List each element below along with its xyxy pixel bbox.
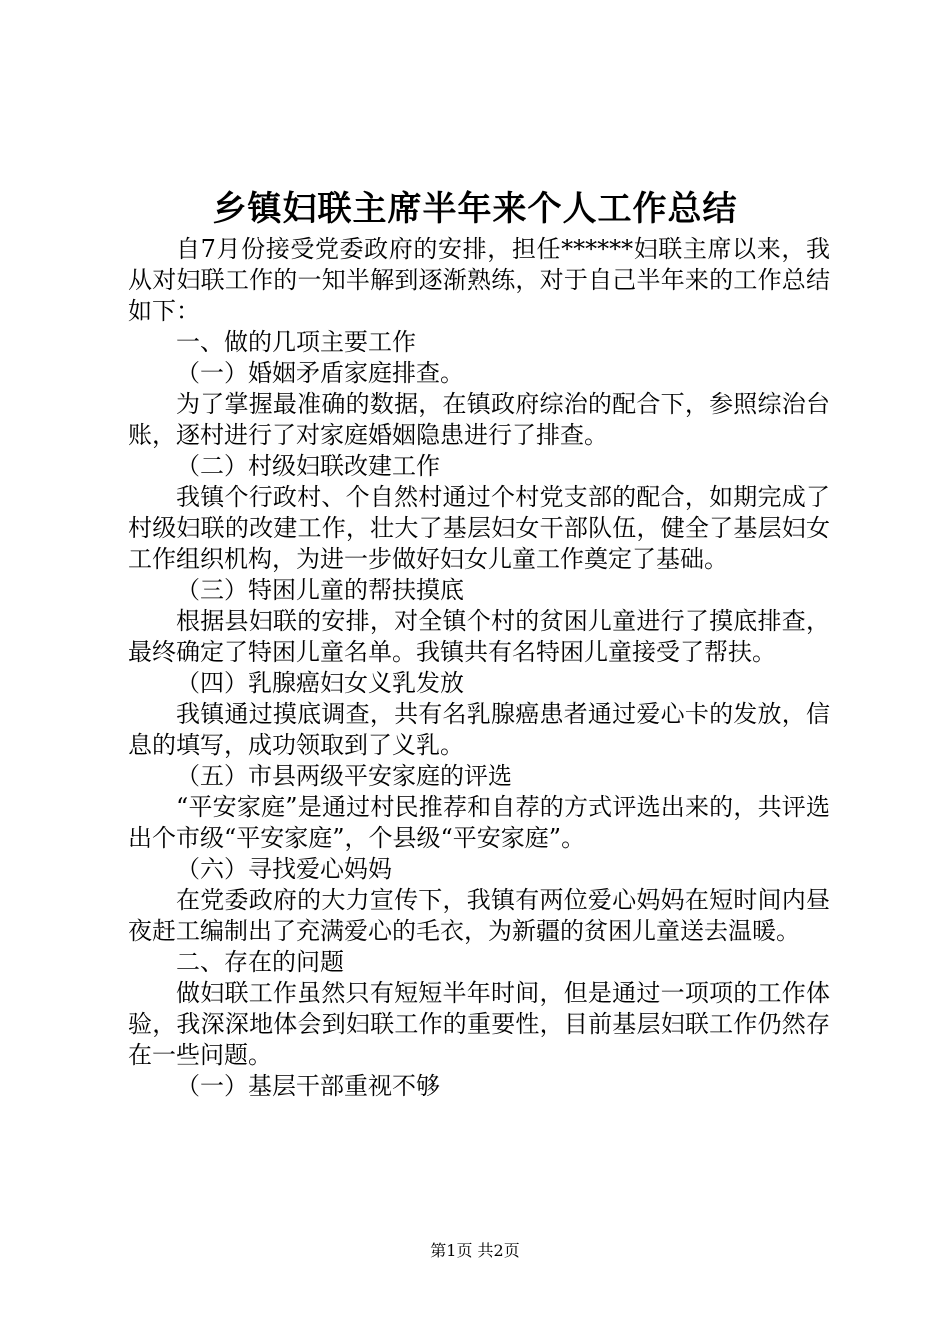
paragraph-children-aid: 根据县妇联的安排，对全镇个村的贫困儿童进行了摸底排查，最终确定了特困儿童名单。我镇共有名特困儿童接受了帮扶。 [128, 607, 830, 666]
subheading-prosthesis: （四）乳腺癌妇女义乳发放 [176, 669, 464, 697]
paragraph-intro: 自7月份接受党委政府的安排，担任******妇联主席以来，我从对妇联工作的一知半解到逐渐熟练，对于自己半年来的工作总结如下： [128, 235, 830, 325]
paragraph-caring-mothers: 在党委政府的大力宣传下，我镇有两位爱心妈妈在短时间内昼夜赶工编制出了充满爱心的毛衣，为新疆的贫困儿童送去温暖。 [128, 886, 830, 945]
subheading-caring-mothers: （六）寻找爱心妈妈 [176, 855, 392, 883]
page-footer: 第1页 共2页 [430, 1241, 520, 1260]
subheading-safe-family: （五）市县两级平安家庭的评选 [176, 762, 512, 790]
subheading-village-rebuild: （二）村级妇联改建工作 [176, 452, 440, 480]
document-body [128, 234, 830, 1102]
paragraph-village-rebuild: 我镇个行政村、个自然村通过个村党支部的配合，如期完成了村级妇联的改建工作，壮大了基层妇女干部队伍，健全了基层妇女工作组织机构，为进一步做好妇女儿童工作奠定了基础。 [128, 483, 830, 573]
section-heading-main-work: 一、做的几项主要工作 [176, 328, 416, 356]
subheading-cadre-attention: （一）基层干部重视不够 [176, 1072, 440, 1100]
paragraph-marriage-check: 为了掌握最准确的数据，在镇政府综治的配合下，参照综治台账，逐村进行了对家庭婚姻隐患进行了排查。 [128, 390, 830, 449]
document-title: 乡镇妇联主席半年来个人工作总结 [212, 189, 738, 229]
subheading-children-aid: （三）特困儿童的帮扶摸底 [176, 576, 464, 604]
paragraph-problems: 做妇联工作虽然只有短短半年时间，但是通过一项项的工作体验，我深深地体会到妇联工作的重要性，目前基层妇联工作仍然存在一些问题。 [128, 979, 830, 1069]
section-heading-problems: 二、存在的问题 [176, 948, 344, 976]
paragraph-safe-family: “平安家庭”是通过村民推荐和自荐的方式评选出来的，共评选出个市级“平安家庭”，个县级“平安家庭”。 [128, 793, 830, 852]
paragraph-prosthesis: 我镇通过摸底调查，共有名乳腺癌患者通过爱心卡的发放，信息的填写，成功领取到了义乳。 [128, 700, 830, 759]
subheading-marriage-check: （一）婚姻矛盾家庭排查。 [176, 359, 464, 387]
